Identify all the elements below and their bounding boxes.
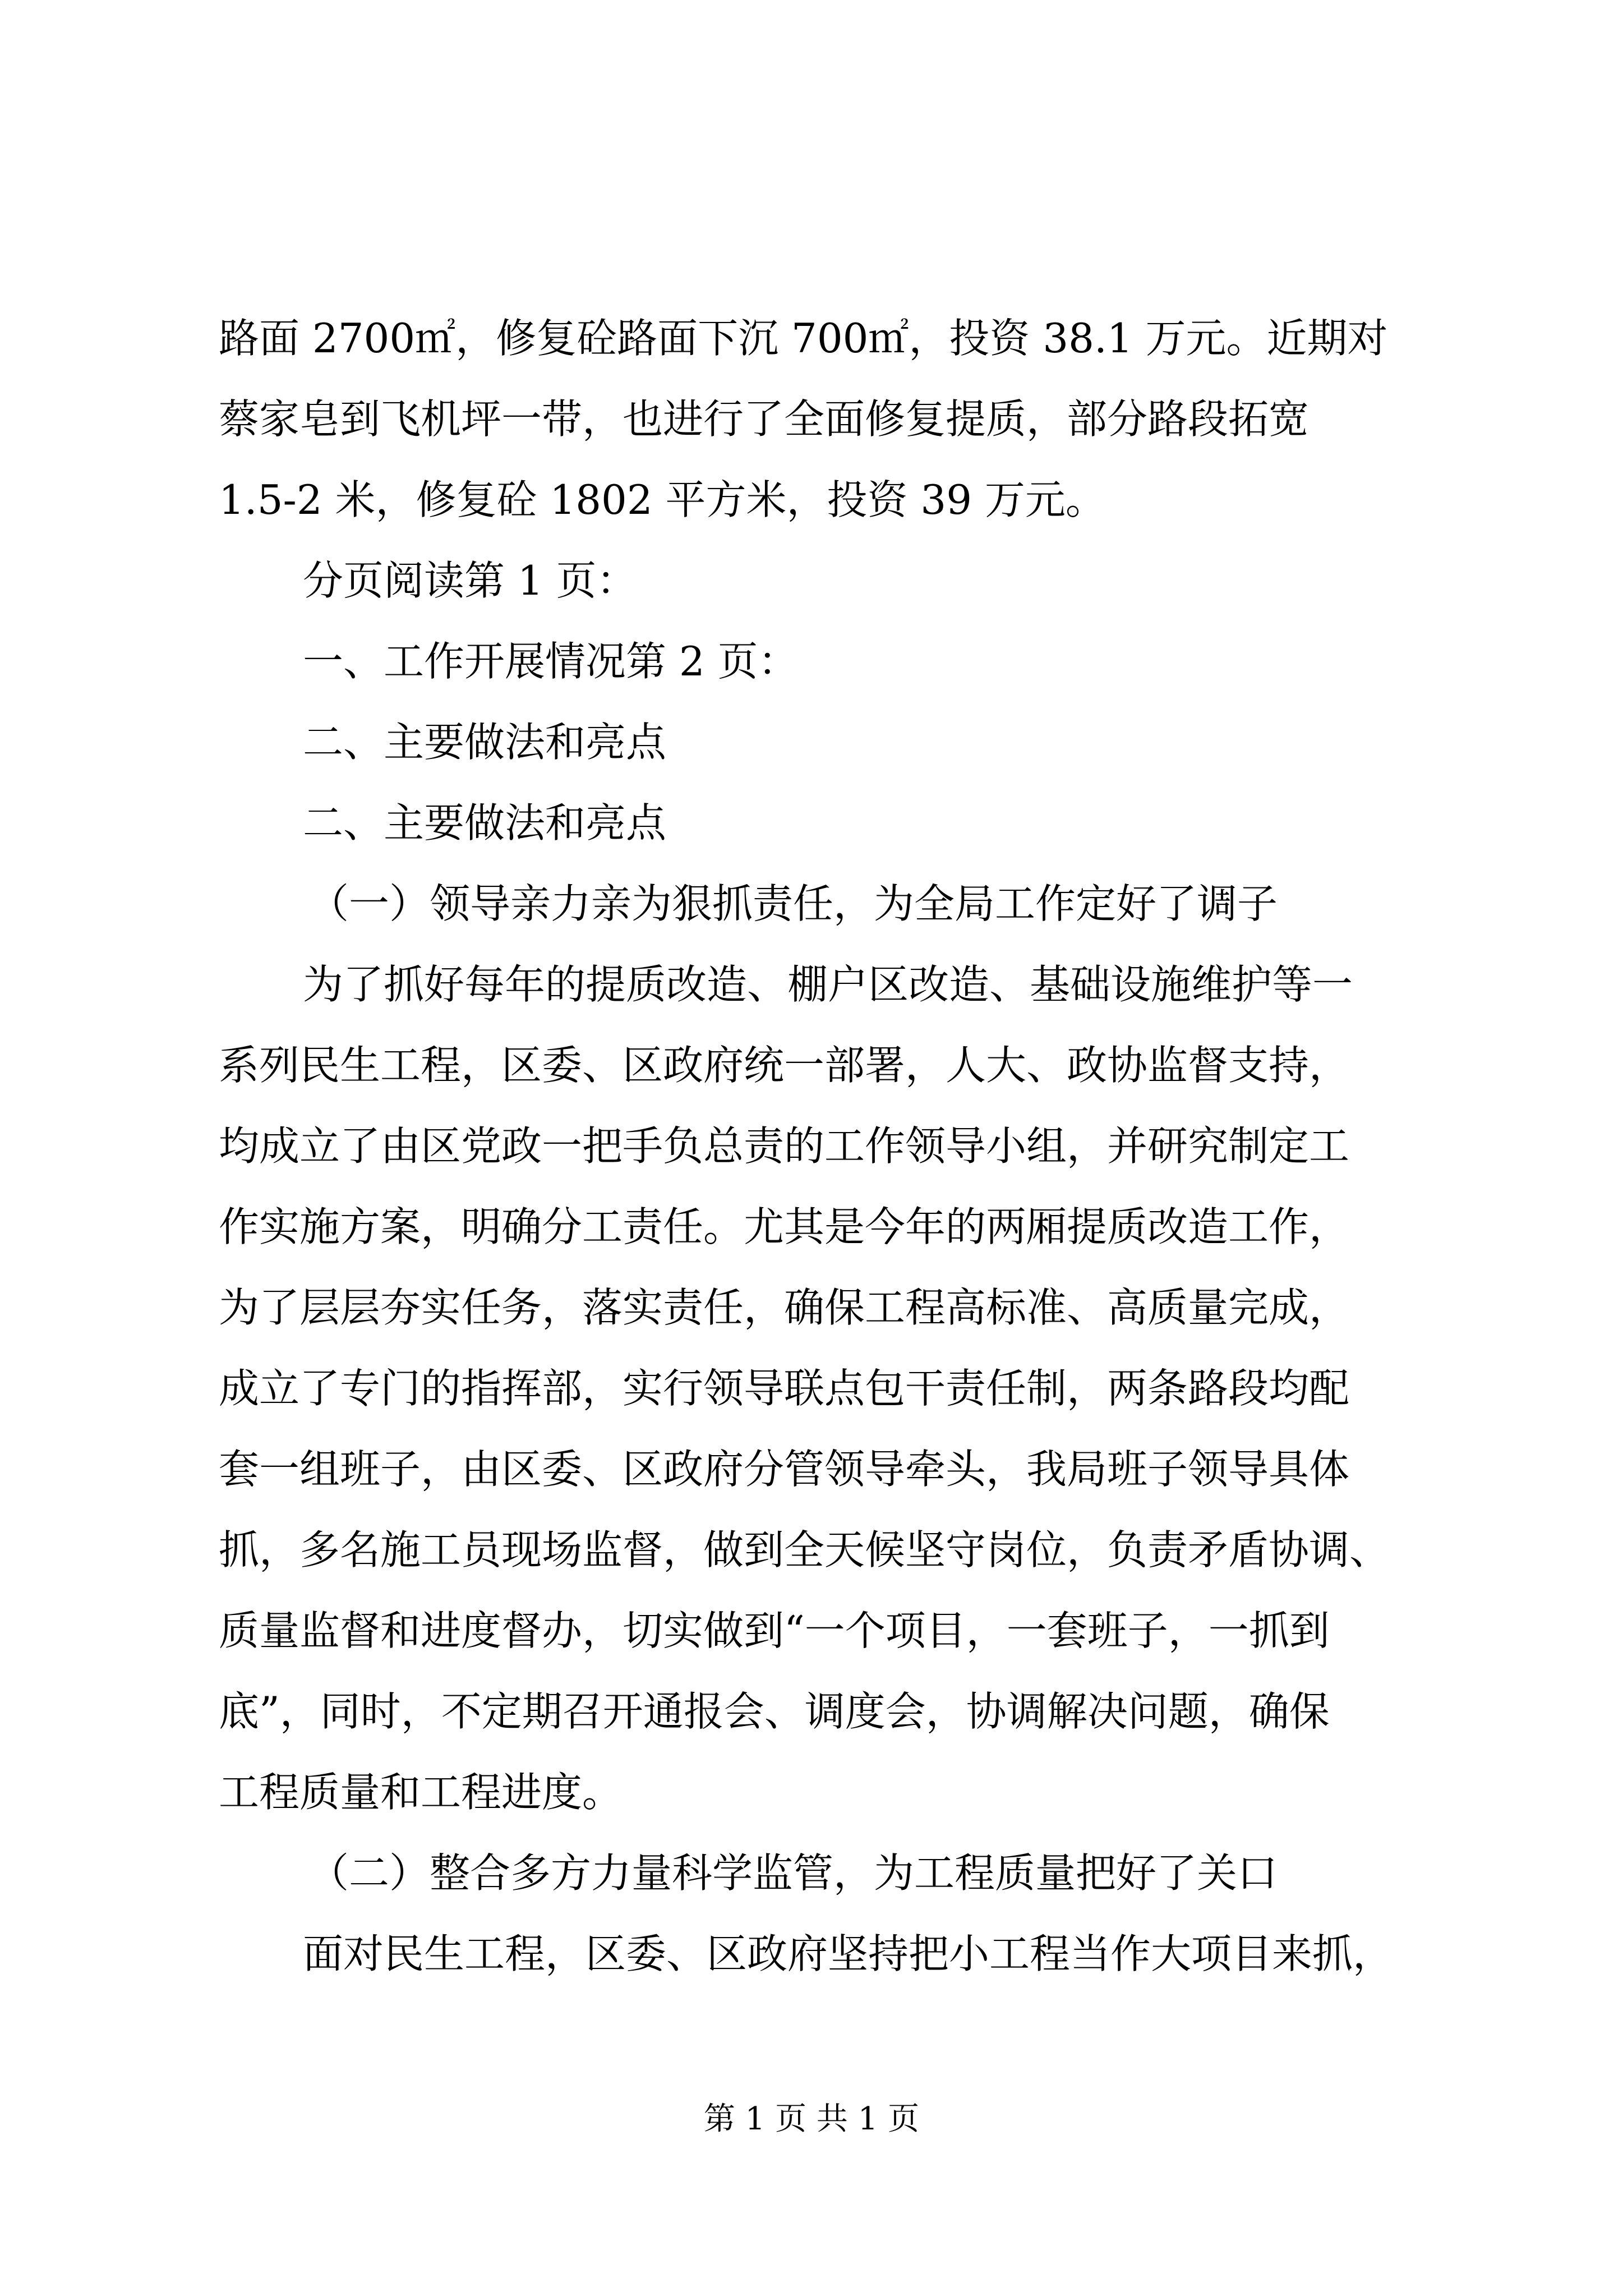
text-line: 一、工作开展情况第 2 页：: [303, 638, 799, 685]
subsection-heading: （二）整合多方力量科学监管，为工程质量把好了关口: [308, 1849, 1278, 1897]
text-line: 系列民生工程，区委、区政府统一部署，人大、政协监督支持，: [219, 1042, 1350, 1089]
text-line: 为了抓好每年的提质改造、棚户区改造、基础设施维护等一: [303, 961, 1353, 1008]
text-line: 底”，同时，不定期召开通报会、调度会，协调解决问题，确保: [219, 1688, 1330, 1735]
section-heading: 二、主要做法和亮点: [303, 719, 667, 766]
text-line: 成立了专门的指挥部，实行领导联点包干责任制，两条路段均配: [219, 1365, 1350, 1412]
page-footer: 第 1 页 共 1 页: [703, 2101, 920, 2137]
text-line: 面对民生工程，区委、区政府坚持把小工程当作大项目来抓，: [303, 1930, 1394, 1977]
text-line: 作实施方案，明确分工责任。尤其是今年的两厢提质改造工作，: [219, 1203, 1350, 1250]
text-line: 蔡家皂到飞机坪一带，也进行了全面修复提质，部分路段拓宽: [219, 395, 1310, 443]
text-line: 均成立了由区党政一把手负总责的工作领导小组，并研究制定工: [219, 1122, 1350, 1170]
text-line: 路面 2700㎡，修复砼路面下沉 700㎡，投资 38.1 万元。近期对: [219, 315, 1388, 362]
text-line: 质量监督和进度督办，切实做到“一个项目，一套班子，一抓到: [219, 1607, 1330, 1654]
text-line: 为了层层夯实任务，落实责任，确保工程高标准、高质量完成，: [219, 1284, 1350, 1331]
text-line: 分页阅读第 1 页：: [303, 557, 637, 604]
text-line: 工程质量和工程进度。: [219, 1769, 623, 1816]
section-heading: 二、主要做法和亮点: [303, 799, 667, 846]
text-line: 1.5-2 米，修复砼 1802 平方米，投资 39 万元。: [219, 476, 1106, 523]
text-line: 抓，多名施工员现场监督，做到全天候坚守岗位，负责矛盾协调、: [219, 1526, 1390, 1573]
subsection-heading: （一）领导亲力亲为狠抓责任，为全局工作定好了调子: [308, 880, 1278, 927]
text-line: 套一组班子，由区委、区政府分管领导牵头，我局班子领导具体: [219, 1446, 1350, 1493]
